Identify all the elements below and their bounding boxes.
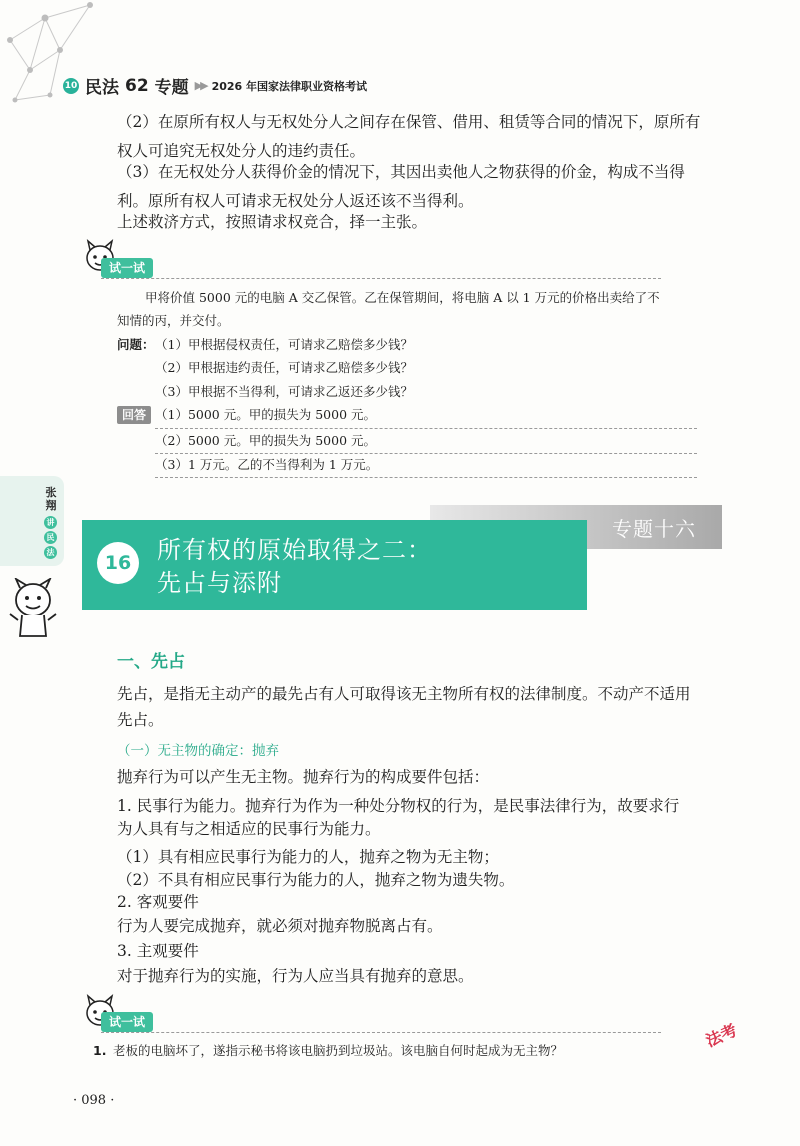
double-arrow-icon: ▶▶ xyxy=(194,79,206,92)
answer-item: （2）5000 元。甲的损失为 5000 元。 xyxy=(155,433,376,448)
para-line: 上述救济方式，按照请求权竞合，择一主张。 xyxy=(117,213,428,231)
para-line: 先占。 xyxy=(117,711,164,729)
header-num: 62 xyxy=(125,75,149,96)
answer-tag: 回答 xyxy=(117,406,151,424)
case-line: 知情的丙，并交付。 xyxy=(117,313,230,328)
chapter-title-line1: 所有权的原始取得之二： xyxy=(157,536,432,564)
question-text: 老板的电脑坏了，遂指示秘书将该电脑扔到垃圾站。该电脑自何时起成为无主物？ xyxy=(113,1043,564,1058)
para-line: 先占，是指无主动产的最先占有人可取得该无主物所有权的法律制度。不动产不适用 xyxy=(117,685,691,703)
divider xyxy=(101,278,661,279)
side-tab-label: 张翔 xyxy=(45,486,57,512)
header-subject: 民法 xyxy=(85,78,119,98)
body-line: 1. 民事行为能力。抛弃行为作为一种处分物权的行为，是民事法律行为，故要求行 xyxy=(117,797,680,815)
body-line: 3. 主观要件 xyxy=(117,942,199,960)
topic-label: 专题十六 xyxy=(612,517,696,541)
para-line: （2）在原所有权人与无权处分人之间存在保管、借用、租赁等合同的情况下，原所有 xyxy=(117,113,701,131)
question-item: （3）甲根据不当得利，可请求乙返还多少钱？ xyxy=(155,384,413,399)
side-tab-circle: 民 xyxy=(44,531,57,544)
page-number: · 098 · xyxy=(73,1093,115,1108)
body-line: （2）不具有相应民事行为能力的人，抛弃之物为遗失物。 xyxy=(117,871,515,889)
question-item: （1）甲根据侵权责任，可请求乙赔偿多少钱？ xyxy=(155,337,413,352)
side-tab-circle: 法 xyxy=(44,546,57,559)
answer-item: （1）5000 元。甲的损失为 5000 元。 xyxy=(155,407,376,422)
stamp-text: 法考 xyxy=(702,1020,740,1051)
divider xyxy=(155,477,697,478)
side-tab-circles xyxy=(44,516,58,561)
question-number: 1. xyxy=(93,1043,107,1058)
chapter-title-line2: 先占与添附 xyxy=(157,569,282,597)
para-line: 权人可追究无权处分人的违约责任。 xyxy=(117,142,366,160)
header-topic: 专题 xyxy=(154,78,189,98)
body-line: 行为人要完成抛弃，就必须对抛弃物脱离占有。 xyxy=(117,917,443,935)
case-line: 甲将价值 5000 元的电脑 A 交乙保管。乙在保管期间，将电脑 A 以 1 万元的价格出卖给了不 xyxy=(145,290,660,305)
cartoon-mascot-icon xyxy=(6,578,60,640)
para-line: 利。原所有权人可请求无权处分人返还该不当得利。 xyxy=(117,192,474,210)
body-line: 抛弃行为可以产生无主物。抛弃行为的构成要件包括： xyxy=(117,768,490,786)
body-line: 2. 客观要件 xyxy=(117,893,199,911)
question-label: 问题： xyxy=(117,337,155,352)
answer-item: （3）1 万元。乙的不当得利为 1 万元。 xyxy=(155,457,379,472)
chapter-number: 16 xyxy=(97,542,139,584)
section-heading: 一、先占 xyxy=(117,652,185,672)
para-line: （3）在无权处分人获得价金的情况下，其因出卖他人之物获得的价金，构成不当得 xyxy=(117,163,685,181)
divider xyxy=(101,1032,661,1033)
sub-heading: （一）无主物的确定：抛弃 xyxy=(117,743,279,759)
try-it-tag: 试一试 xyxy=(101,1012,153,1032)
body-line: （1）具有相应民事行为能力的人，抛弃之物为无主物； xyxy=(117,848,499,866)
page-header xyxy=(63,73,367,98)
body-line: 为人具有与之相适应的民事行为能力。 xyxy=(117,820,381,838)
try-it-tag: 试一试 xyxy=(101,258,153,278)
side-tab-circle: 讲 xyxy=(44,516,57,529)
body-line: 对于抛弃行为的实施，行为人应当具有抛弃的意思。 xyxy=(117,967,474,985)
header-exam-title: 2026 年国家法律职业资格考试 xyxy=(211,79,368,93)
question-item: （2）甲根据违约责任，可请求乙赔偿多少钱？ xyxy=(155,360,413,375)
series-logo-icon: 10 xyxy=(63,78,79,94)
